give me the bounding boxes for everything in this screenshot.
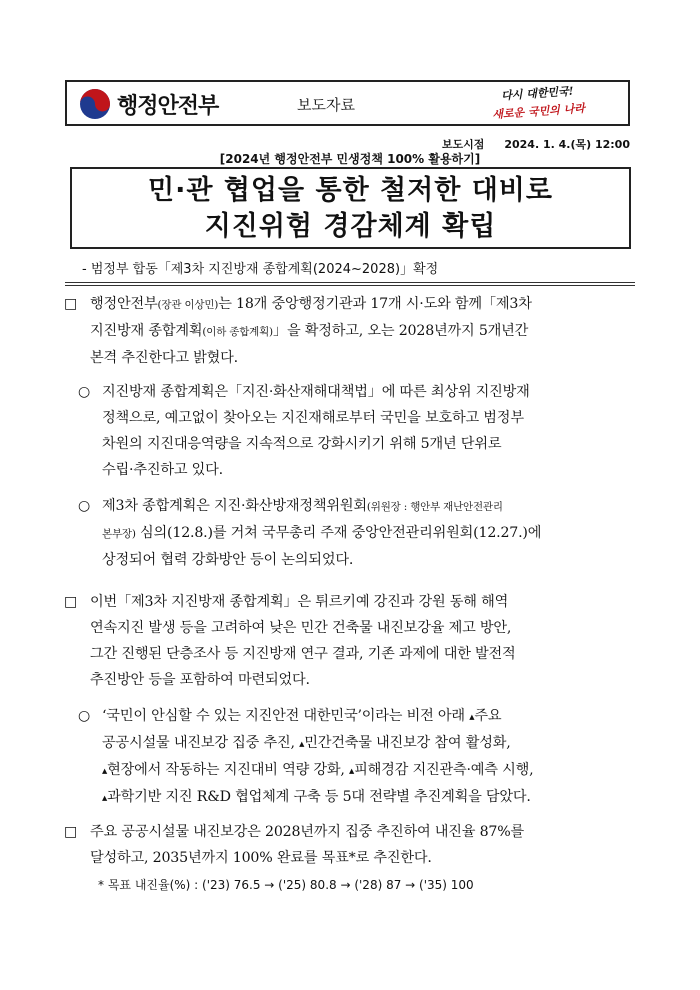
paragraph-1-1 bbox=[102, 379, 530, 483]
paragraph-line: 수립·추진하고 있다. bbox=[102, 462, 223, 478]
square-bullet: □ bbox=[64, 594, 78, 610]
triangle-bullet-icon: ▴ bbox=[299, 738, 305, 750]
text-segment-small: 본부장) bbox=[102, 528, 136, 540]
paragraph-line: 주요 공공시설물 내진보강은 2028년까지 집중 추진하여 내진율 87%를 bbox=[90, 824, 525, 840]
paragraph-line bbox=[102, 757, 533, 784]
paragraph-line bbox=[102, 703, 533, 730]
paragraph-line: 추진방안 등을 포함하여 마련되었다. bbox=[90, 672, 310, 688]
paragraph-line: 그간 진행된 단층조사 등 지진방재 연구 결과, 기존 과제에 대한 발전적 bbox=[90, 646, 516, 662]
text-segment: 과학기반 지진 R&D 협업체계 구축 등 5대 전략별 추진계획을 담았다. bbox=[107, 789, 531, 805]
circle-bullet: ○ bbox=[78, 384, 91, 400]
paragraph-line bbox=[102, 784, 533, 811]
text-segment-small: (장관 이상민) bbox=[157, 299, 219, 311]
paragraph-line bbox=[90, 318, 532, 345]
paragraph-line: 이번「제3차 지진방재 종합계획」은 튀르키예 강진과 강원 동해 해역 bbox=[90, 594, 509, 610]
paragraph-line bbox=[102, 520, 541, 547]
paragraph-line: 상정되어 협력 강화방안 등이 논의되었다. bbox=[102, 552, 354, 568]
paragraph-line: 차원의 지진대응역량을 지속적으로 강화시키기 위해 5개년 단위로 bbox=[102, 436, 502, 452]
release-label: 보도시점 bbox=[441, 138, 485, 151]
paragraph-line: 지진방재 종합계획은「지진·화산재해대책법」에 따른 최상위 지진방재 bbox=[102, 384, 530, 400]
paragraph-line bbox=[90, 291, 532, 318]
text-segment: 피해경감 지진관측·예측 시행, bbox=[354, 762, 534, 778]
text-segment-small: (이하 종합계획) bbox=[202, 326, 273, 338]
paragraph-line bbox=[102, 493, 541, 520]
text-segment: 공공시설물 내진보강 집중 추진, bbox=[102, 735, 300, 751]
text-segment: 심의(12.8.)를 거쳐 국무총리 주재 중앙안전관리위원회(12.27.)에 bbox=[135, 525, 542, 541]
divider bbox=[65, 282, 635, 283]
paragraph-2-1 bbox=[102, 703, 533, 811]
square-bullet: □ bbox=[64, 824, 78, 840]
text-segment: 현장에서 작동하는 지진대비 역량 강화, bbox=[107, 762, 350, 778]
triangle-bullet-icon: ▴ bbox=[469, 711, 475, 723]
title-line-2: 지진위험 경감체계 확립 bbox=[204, 211, 497, 242]
text-segment-small: (위원장 : 행안부 재난안전관리 bbox=[366, 501, 503, 513]
triangle-bullet-icon: ▴ bbox=[102, 792, 108, 804]
release-date: 2024. 1. 4.(목) 12:00 bbox=[504, 138, 630, 151]
slogan bbox=[477, 81, 599, 125]
campaign-heading: [2024년 행정안전부 민생정책 100% 활용하기] bbox=[219, 152, 481, 166]
slogan-line-2: 새로운 국민의 나라 bbox=[491, 101, 586, 122]
divider bbox=[65, 285, 635, 286]
paragraph-1-2 bbox=[102, 493, 541, 573]
subtitle: - 범정부 합동「제3차 지진방재 종합계획(2024~2028)」확정 bbox=[82, 262, 439, 277]
text-segment: 주요 bbox=[474, 708, 502, 724]
paragraph-line: 달성하고, 2035년까지 100% 완료를 목표*로 추진한다. bbox=[90, 850, 432, 866]
text-segment: 지진방재 종합계획 bbox=[90, 323, 203, 339]
text-segment: ‘국민이 안심할 수 있는 지진안전 대한민국’이라는 비전 아래 bbox=[102, 708, 470, 724]
paragraph-1 bbox=[90, 291, 532, 371]
paragraph-line: 정책으로, 예고없이 찾아오는 지진재해로부터 국민을 보호하고 범정부 bbox=[102, 410, 524, 426]
text-segment: 」을 확정하고, 오는 2028년까지 5개년간 bbox=[272, 323, 529, 339]
text-segment: 행정안전부 bbox=[90, 296, 158, 312]
ministry-logo bbox=[79, 86, 218, 122]
text-segment: 제3차 종합계획은 지진·화산방재정책위원회 bbox=[102, 498, 367, 514]
paragraph-line: 본격 추진한다고 밝혔다. bbox=[90, 350, 238, 366]
paragraph-2 bbox=[90, 589, 516, 693]
circle-bullet: ○ bbox=[78, 708, 91, 724]
ministry-name: 행정안전부 bbox=[117, 93, 219, 119]
square-bullet: □ bbox=[64, 296, 78, 312]
header-box bbox=[65, 80, 630, 126]
text-segment: 는 18개 중앙행정기관과 17개 시·도와 함께「제3차 bbox=[218, 296, 532, 312]
slogan-line-1: 다시 대한민국! bbox=[500, 84, 574, 103]
paragraph-3 bbox=[90, 819, 524, 871]
circle-bullet: ○ bbox=[78, 498, 91, 514]
paragraph-line: 연속지진 발생 등을 고려하여 낮은 민간 건축물 내진보강율 제고 방안, bbox=[90, 620, 512, 636]
text-segment: 민간건축물 내진보강 참여 활성화, bbox=[304, 735, 511, 751]
paragraph-line bbox=[102, 730, 533, 757]
taegeuk-emblem-icon bbox=[79, 88, 111, 120]
triangle-bullet-icon: ▴ bbox=[349, 765, 355, 777]
triangle-bullet-icon: ▴ bbox=[102, 765, 108, 777]
title-box bbox=[70, 167, 631, 249]
footnote: * 목표 내진율(%) : ('23) 76.5 → ('25) 80.8 → ('28) 87 → ('35) 100 bbox=[98, 878, 474, 892]
doc-type-label: 보도자료 bbox=[297, 96, 355, 114]
title-line-1: 민·관 협업을 통한 철저한 대비로 bbox=[148, 175, 553, 206]
